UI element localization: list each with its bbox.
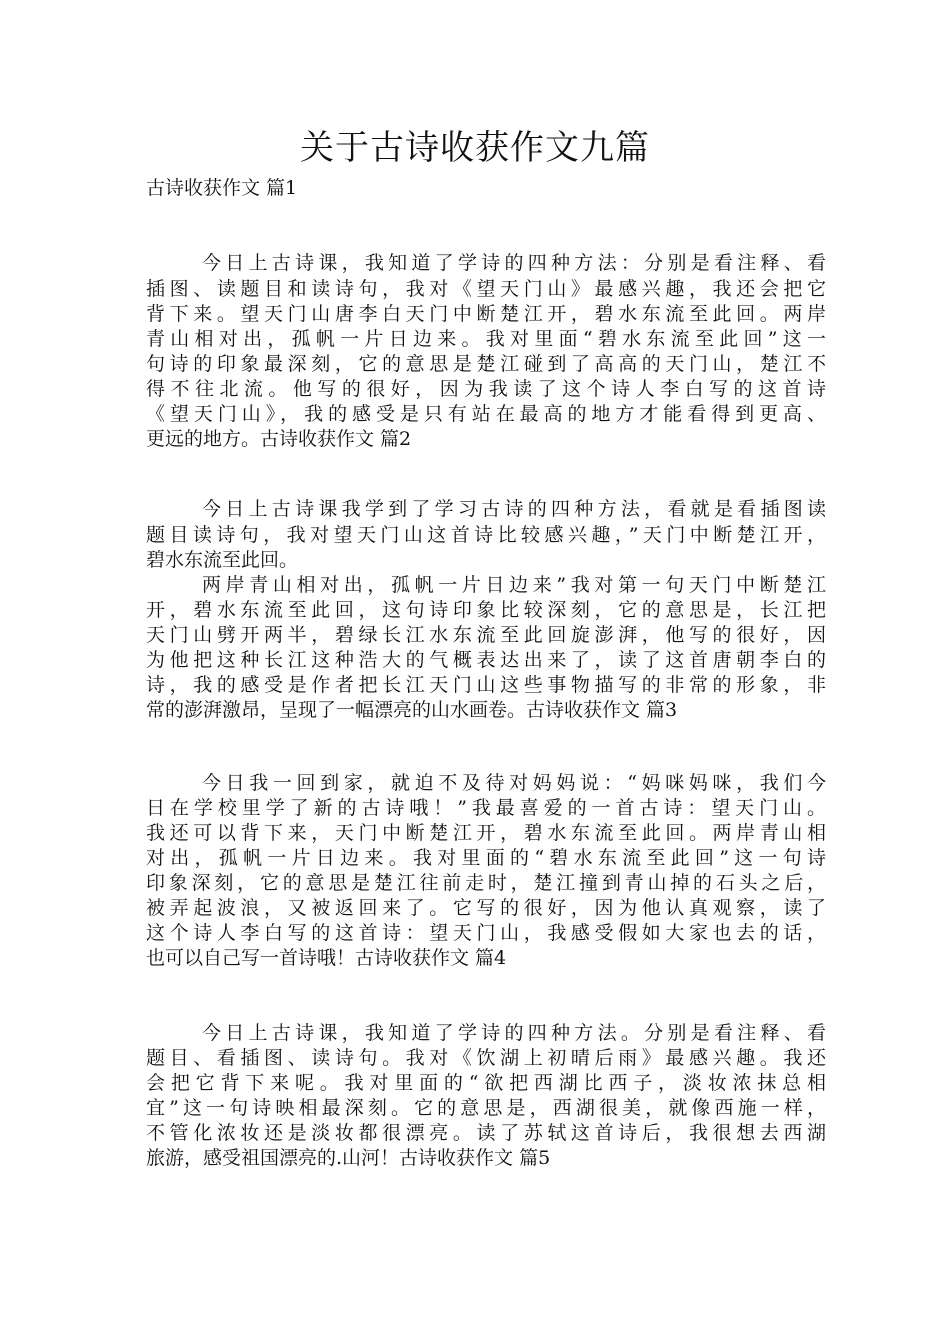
paragraph-line: 天门山劈开两半，碧绿长江水东流至此回旋澎湃，他写的很好，因 — [146, 624, 826, 646]
paragraph-line: 会把它背下来呢。我对里面的“欲把西湖比西子，淡妆浓抹总相 — [146, 1072, 826, 1094]
paragraph-line: 得不往北流。他写的很好，因为我读了这个诗人李白写的这首诗 — [146, 378, 826, 400]
paragraph-line: 青山相对出，孤帆一片日边来。我对里面“碧水东流至此回”这一 — [146, 328, 826, 350]
paragraph-line: 今日上古诗课，我知道了学诗的四种方法：分别是看注释、看 — [202, 252, 826, 274]
paragraph-line: 印象深刻，它的意思是楚江往前走时，楚江撞到青山掉的石头之后， — [146, 872, 826, 894]
paragraph-line: 更远的地方。古诗收获作文 篇2 — [146, 428, 412, 450]
paragraph-line: 插图、读题目和读诗句，我对《望天门山》最感兴趣，我还会把它 — [146, 278, 826, 300]
paragraph-line: 两岸青山相对出，孤帆一片日边来”我对第一句天门中断楚江 — [202, 574, 826, 596]
paragraph-line: 今日我一回到家，就迫不及待对妈妈说：“妈咪妈咪，我们今 — [202, 772, 826, 794]
paragraph-line: 为他把这种长江这种浩大的气概表达出来了，读了这首唐朝李白的 — [146, 649, 826, 671]
paragraph-line: 背下来。望天门山唐李白天门中断楚江开，碧水东流至此回。两岸 — [146, 303, 826, 325]
paragraph-line: 碧水东流至此回。 — [146, 549, 299, 571]
paragraph-line: 也可以自己写一首诗哦！古诗收获作文 篇4 — [146, 947, 507, 969]
paragraph-line: 今日上古诗课，我知道了学诗的四种方法。分别是看注释、看 — [202, 1022, 826, 1044]
paragraph-line: 这个诗人李白写的这首诗：望天门山，我感受假如大家也去的话， — [146, 922, 826, 944]
paragraph-line: 对出，孤帆一片日边来。我对里面的“碧水东流至此回”这一句诗 — [146, 847, 826, 869]
paragraph-line: 不管化浓妆还是淡妆都很漂亮。读了苏轼这首诗后，我很想去西湖 — [146, 1122, 826, 1144]
paragraph-line: 今日上古诗课我学到了学习古诗的四种方法，看就是看插图读 — [202, 498, 826, 520]
paragraph-line: 我还可以背下来，天门中断楚江开，碧水东流至此回。两岸青山相 — [146, 822, 826, 844]
paragraph-line: 宜”这一句诗映相最深刻。它的意思是，西湖很美，就像西施一样， — [146, 1097, 826, 1119]
document-title: 关于古诗收获作文九篇 — [300, 128, 650, 168]
paragraph-line: 日在学校里学了新的古诗哦！”我最喜爱的一首古诗：望天门山。 — [146, 797, 826, 819]
paragraph-line: 题目、看插图、读诗句。我对《饮湖上初晴后雨》最感兴趣。我还 — [146, 1047, 826, 1069]
paragraph-line: 旅游，感受祖国漂亮的.山河！古诗收获作文 篇5 — [146, 1147, 551, 1169]
paragraph-line: 被弄起波浪，又被返回来了。它写的很好，因为他认真观察，读了 — [146, 897, 826, 919]
paragraph-line: 题目读诗句，我对望天门山这首诗比较感兴趣，”天门中断楚江开， — [146, 524, 826, 546]
paragraph-line: 常的澎湃激昂，呈现了一幅漂亮的山水画卷。古诗收获作文 篇3 — [146, 699, 678, 721]
paragraph-line: 《望天门山》，我的感受是只有站在最高的地方才能看得到更高、 — [146, 403, 826, 425]
section-heading: 古诗收获作文 篇1 — [146, 177, 298, 199]
paragraph-line: 句诗的印象最深刻，它的意思是楚江碰到了高高的天门山，楚江不 — [146, 353, 826, 375]
paragraph-line: 开，碧水东流至此回，这句诗印象比较深刻，它的意思是，长江把 — [146, 599, 826, 621]
paragraph-line: 诗，我的感受是作者把长江天门山这些事物描写的非常的形象，非 — [146, 674, 826, 696]
